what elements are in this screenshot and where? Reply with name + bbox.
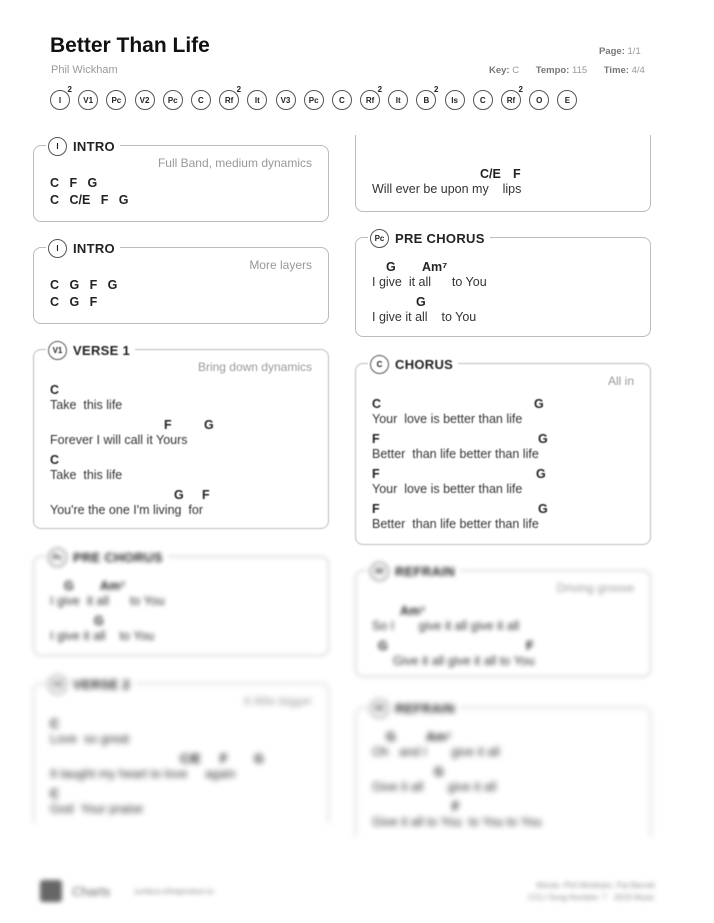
page-number: 1/1	[627, 46, 641, 57]
lyric-line: God Your praise	[50, 802, 144, 816]
chord: G	[254, 752, 264, 766]
chord: F	[372, 467, 380, 481]
section-badge: V1	[48, 341, 67, 360]
section-note: All in	[607, 374, 634, 388]
song-meta	[489, 65, 645, 76]
section-note: Full Band, medium dynamics	[157, 156, 312, 170]
roadmap-item-label: B	[423, 95, 430, 105]
chord: Am⁷	[400, 604, 426, 618]
footer-credit-1: Words: Phil Wickham, Pat Barrett	[536, 881, 655, 890]
roadmap-item-label: E	[564, 95, 571, 105]
section-note: Driving groove	[556, 581, 634, 595]
roadmap-item-label: It	[254, 95, 260, 105]
section-refrain-1[interactable]	[355, 563, 651, 677]
section-badge: I	[48, 239, 67, 258]
tempo-label: Tempo:	[535, 65, 570, 76]
section-intro-2[interactable]	[33, 240, 329, 324]
roadmap-item[interactable]	[529, 90, 549, 110]
roadmap-item-label: V3	[280, 95, 291, 105]
section-header	[46, 547, 168, 567]
section-pre-chorus-left[interactable]	[33, 549, 329, 656]
section-header	[368, 698, 460, 718]
roadmap-item[interactable]	[163, 90, 183, 110]
chord: G	[174, 488, 184, 502]
section-header	[46, 674, 135, 694]
chord: C	[372, 397, 382, 411]
roadmap-item-label: O	[536, 95, 543, 105]
section-name: REFRAIN	[395, 700, 455, 716]
section-verse-continued[interactable]	[355, 135, 651, 212]
section-badge: Rf	[370, 699, 389, 718]
lyric-line: I give it all to You	[372, 275, 487, 289]
chord: F	[164, 418, 172, 432]
lyric-line: I give it all to You	[372, 310, 477, 324]
chord-row: C C/E F G	[50, 193, 129, 207]
chord: C/E	[480, 167, 501, 181]
song-artist: Phil Wickham	[51, 64, 118, 76]
section-intro-1[interactable]	[33, 138, 329, 222]
chord: C	[50, 787, 60, 801]
chord: G	[538, 502, 548, 516]
lyric-line: Will ever be upon my lips	[372, 182, 522, 196]
roadmap-item-label: Rf	[506, 95, 516, 105]
section-verse-2[interactable]	[33, 676, 329, 823]
chord: C	[50, 383, 60, 397]
chord: G	[536, 467, 546, 481]
section-badge: Pc	[370, 229, 389, 248]
lyric-line: Take this life	[50, 398, 123, 412]
footer-meta: surface.infraproduct.io	[134, 886, 214, 896]
roadmap-item-label: Is	[451, 95, 458, 105]
chord: Am⁷	[426, 730, 452, 744]
section-header	[46, 340, 135, 360]
roadmap-item-label: Pc	[111, 95, 122, 105]
lyric-line: Your love is better than life	[372, 482, 523, 496]
roadmap-item-label: C	[338, 95, 345, 105]
song-roadmap	[50, 85, 577, 110]
roadmap-item[interactable]	[416, 85, 439, 110]
lyric-line: Love so great	[50, 732, 130, 746]
roadmap-item[interactable]	[135, 90, 155, 110]
roadmap-repeat-count: 2	[433, 85, 439, 94]
chord: G	[378, 639, 388, 653]
roadmap-item[interactable]	[360, 85, 383, 110]
section-header	[46, 136, 120, 156]
section-note: Bring down dynamics	[197, 360, 312, 374]
roadmap-item[interactable]	[276, 90, 296, 110]
section-header	[368, 354, 458, 374]
lyric-line: Take this life	[50, 468, 123, 482]
roadmap-item[interactable]	[557, 90, 577, 110]
lyric-line: Give it all to You to You to You	[372, 815, 542, 829]
roadmap-item[interactable]	[191, 90, 211, 110]
roadmap-item[interactable]	[501, 85, 523, 110]
roadmap-repeat-count: 2	[67, 85, 72, 94]
chord: F	[452, 800, 460, 814]
section-name: VERSE 2	[73, 676, 131, 692]
section-pre-chorus-right[interactable]	[355, 230, 651, 337]
time-value: 4/4	[631, 65, 645, 76]
section-header	[368, 228, 490, 248]
section-badge: V2	[48, 675, 67, 694]
roadmap-item-label: It	[395, 95, 401, 105]
roadmap-item-label: V2	[139, 95, 150, 105]
lyric-line: It taught my heart to love again	[50, 767, 236, 781]
roadmap-item-label: Pc	[167, 95, 178, 105]
footer-credit-2: CCLI Song Number: 7 · 2019 Music	[528, 893, 655, 902]
section-badge: I	[48, 137, 67, 156]
chord: F	[202, 488, 210, 502]
chord: G	[434, 765, 444, 779]
roadmap-item[interactable]	[219, 85, 242, 110]
chord: G	[416, 295, 426, 309]
chord: F	[220, 752, 228, 766]
chord: G	[204, 418, 214, 432]
roadmap-item-label: C	[479, 95, 486, 105]
song-title: Better Than Life	[50, 34, 210, 57]
lyric-line: You're the one I'm living for	[50, 503, 204, 517]
chord: F	[372, 432, 380, 446]
lyric-line: Better than life better than life	[372, 517, 539, 531]
chord: G	[538, 432, 548, 446]
roadmap-repeat-count: 2	[236, 85, 242, 94]
page-label: Page:	[599, 46, 625, 57]
section-name: REFRAIN	[395, 563, 455, 579]
roadmap-item[interactable]	[50, 85, 72, 110]
chord: Am⁷	[100, 579, 126, 593]
section-header	[46, 238, 120, 258]
chord: F	[513, 167, 521, 181]
lyric-line: Oh and I give it all	[372, 745, 500, 759]
section-name: PRE CHORUS	[395, 230, 485, 246]
key-label: Key:	[489, 65, 510, 76]
brand-logo-icon	[40, 880, 62, 902]
time-label: Time:	[603, 65, 629, 76]
footer-copyright	[528, 880, 655, 904]
brand-name: Charts	[72, 883, 111, 899]
roadmap-item-label: Rf	[365, 95, 375, 105]
section-note: More layers	[249, 258, 312, 272]
roadmap-item[interactable]	[473, 90, 493, 110]
chord-row: C G F	[50, 295, 98, 309]
chord: C	[50, 717, 60, 731]
roadmap-item-label: Rf	[224, 95, 234, 105]
chord: G	[64, 579, 74, 593]
lyric-line: So I give it all give it all	[372, 619, 520, 633]
roadmap-item[interactable]	[247, 90, 267, 110]
section-name: INTRO	[73, 240, 115, 256]
lyric-line: Your love is better than life	[372, 412, 523, 426]
section-note: A little bigger	[243, 694, 312, 708]
chord: C	[50, 453, 60, 467]
lyric-line: I give it all to You	[50, 594, 165, 608]
roadmap-item-label: I	[58, 95, 62, 105]
roadmap-item[interactable]	[445, 90, 465, 110]
section-name: CHORUS	[395, 356, 454, 372]
roadmap-item-label: C	[198, 95, 204, 105]
section-name: INTRO	[73, 138, 115, 154]
chord: G	[386, 730, 396, 744]
chord: G	[386, 260, 396, 274]
section-name: VERSE 1	[73, 342, 131, 358]
lyric-line: Better than life better than life	[372, 447, 539, 461]
chord: F	[372, 502, 380, 516]
footer	[40, 880, 213, 902]
section-refrain-2[interactable]	[355, 700, 651, 837]
section-verse-1[interactable]	[33, 342, 329, 529]
lyric-line: I give it all to You	[50, 629, 155, 643]
section-header	[368, 561, 460, 581]
roadmap-item[interactable]	[78, 90, 98, 110]
chord-row: C F G	[50, 176, 98, 190]
lyric-line: Forever I will call it Yours	[50, 433, 188, 447]
chord: Am⁷	[422, 260, 448, 274]
tempo-value: 115	[572, 65, 588, 76]
roadmap-item[interactable]	[106, 90, 126, 110]
lyric-line: Give it all give it all to You	[372, 654, 535, 668]
chord: C/E	[180, 752, 201, 766]
chord: F	[526, 639, 534, 653]
key-value: C	[512, 65, 520, 76]
section-badge: Pc	[48, 548, 67, 567]
roadmap-item[interactable]	[332, 90, 352, 110]
roadmap-item[interactable]	[304, 90, 324, 110]
chord-row: C G F G	[50, 278, 118, 292]
section-name: PRE CHORUS	[73, 549, 163, 565]
section-chorus[interactable]	[355, 356, 651, 545]
roadmap-item-label: V1	[83, 95, 94, 105]
roadmap-item-label: Pc	[308, 95, 319, 105]
section-badge: Rf	[370, 562, 389, 581]
chord: G	[534, 397, 544, 411]
roadmap-repeat-count: 2	[377, 85, 383, 94]
roadmap-item[interactable]	[388, 90, 408, 110]
lyric-line: Give it all give it all	[372, 780, 497, 794]
section-badge: C	[370, 355, 389, 374]
chord: G	[94, 614, 104, 628]
roadmap-repeat-count: 2	[518, 85, 523, 94]
page-indicator	[599, 46, 641, 57]
